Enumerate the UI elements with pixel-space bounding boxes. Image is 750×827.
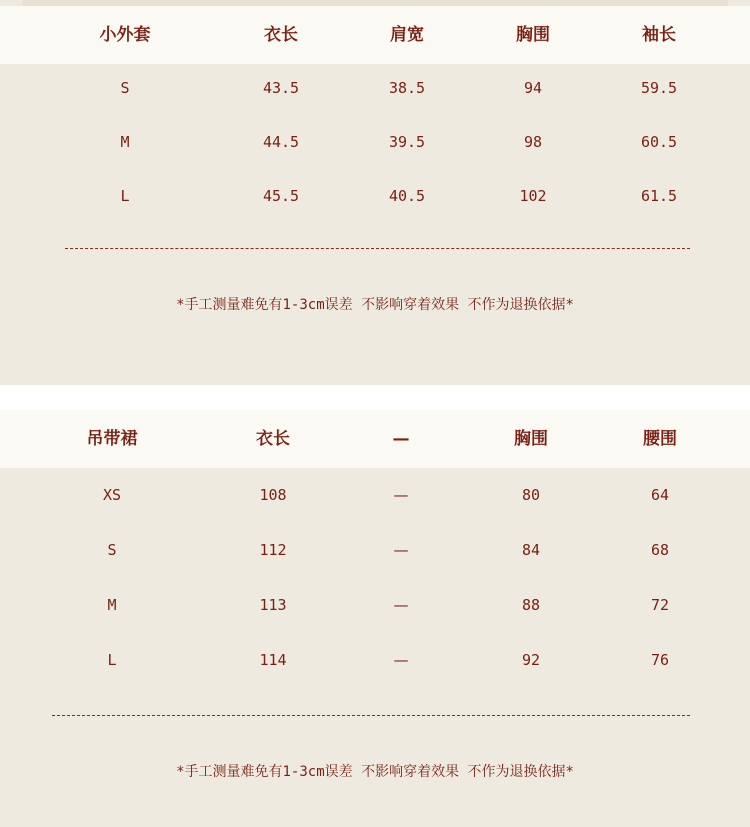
size-chart-jacket: [0, 0, 750, 385]
value-cell: 64: [650, 486, 670, 504]
measurement-note: *手工测量难免有1-3cm误差 不影响穿着效果 不作为退换依据*: [176, 297, 574, 313]
size-cell: M: [120, 133, 130, 151]
header-bust: 胸围: [516, 25, 550, 45]
value-cell: 92: [521, 651, 541, 669]
header-length: 衣长: [264, 25, 298, 45]
table-header-row: [0, 6, 750, 64]
header-item: 吊带裙: [86, 429, 138, 449]
value-cell: 88: [521, 596, 541, 614]
header-item: 小外套: [99, 25, 151, 45]
value-cell: 43.5: [262, 79, 300, 97]
value-cell: 72: [650, 596, 670, 614]
value-cell: 39.5: [388, 133, 426, 151]
value-cell: —: [393, 486, 409, 504]
table-header-row: [0, 410, 750, 468]
value-cell: 68: [650, 541, 670, 559]
size-chart-slip-dress: [0, 410, 750, 827]
value-cell: —: [393, 596, 409, 614]
value-cell: 59.5: [640, 79, 678, 97]
header-sleeve: 袖长: [642, 25, 676, 45]
value-cell: 108: [259, 486, 287, 504]
value-cell: 38.5: [388, 79, 426, 97]
value-cell: 45.5: [262, 187, 300, 205]
value-cell: 112: [259, 541, 287, 559]
value-cell: —: [393, 541, 409, 559]
value-cell: 40.5: [388, 187, 426, 205]
size-cell: L: [107, 651, 117, 669]
value-cell: 94: [523, 79, 543, 97]
header-shoulder: 肩宽: [390, 25, 424, 45]
size-cell: XS: [102, 486, 122, 504]
value-cell: 80: [521, 486, 541, 504]
size-cell: L: [120, 187, 130, 205]
value-cell: 76: [650, 651, 670, 669]
size-cell: M: [107, 596, 117, 614]
measurement-note: *手工测量难免有1-3cm误差 不影响穿着效果 不作为退换依据*: [176, 764, 574, 780]
dashed-divider: [65, 248, 690, 249]
header-bust: 胸围: [514, 429, 548, 449]
dashed-divider: [52, 715, 690, 716]
value-cell: 113: [259, 596, 287, 614]
size-cell: S: [120, 79, 130, 97]
header-empty: —: [392, 429, 410, 449]
value-cell: —: [393, 651, 409, 669]
value-cell: 98: [523, 133, 543, 151]
value-cell: 44.5: [262, 133, 300, 151]
value-cell: 61.5: [640, 187, 678, 205]
value-cell: 60.5: [640, 133, 678, 151]
value-cell: 114: [259, 651, 287, 669]
header-waist: 腰围: [643, 429, 677, 449]
value-cell: 102: [519, 187, 547, 205]
header-length: 衣长: [256, 429, 290, 449]
size-cell: S: [107, 541, 117, 559]
value-cell: 84: [521, 541, 541, 559]
